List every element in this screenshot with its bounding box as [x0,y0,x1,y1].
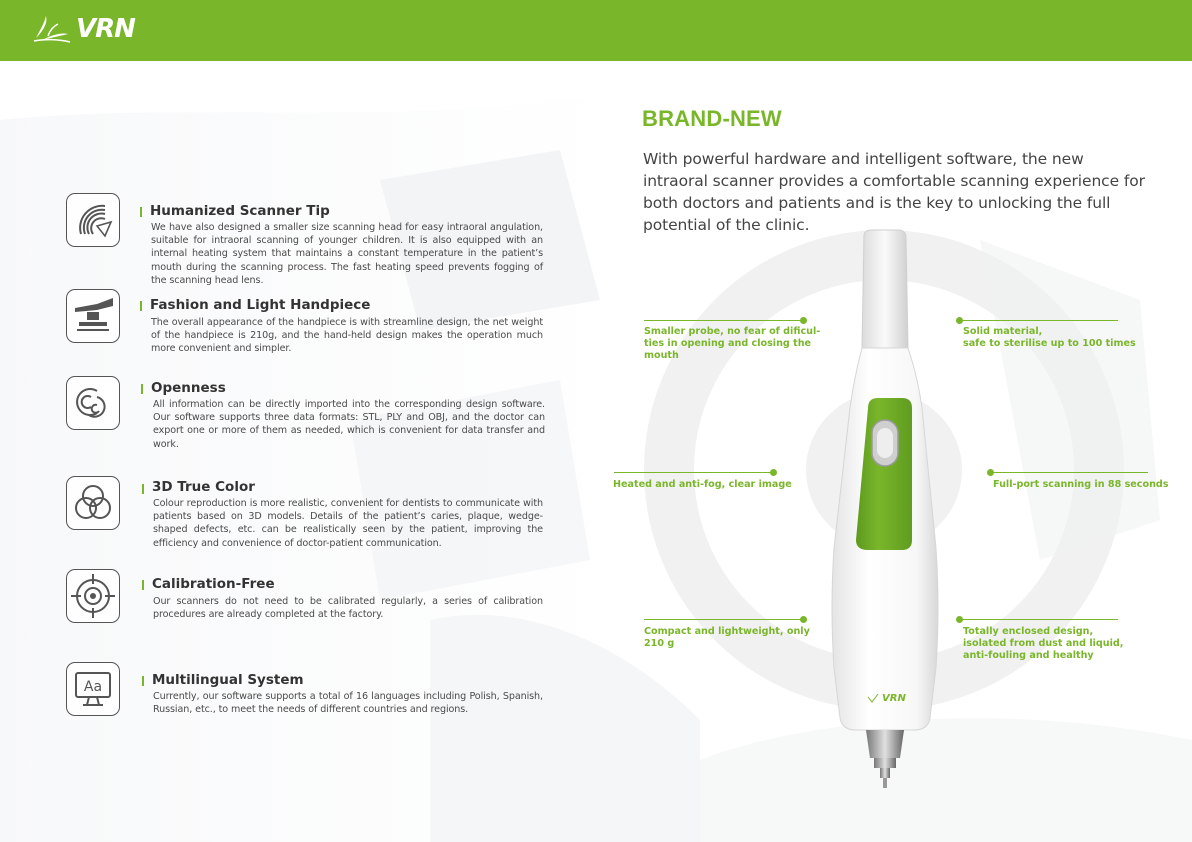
callout-line [614,472,774,473]
title-marker [142,580,144,590]
callout-line [960,619,1118,620]
callout-text: Solid material, safe to sterilise up to 100 times [963,326,1136,349]
feature-description: Currently, our software supports a total of 16 languages including Polish, Spanish, Russian, etc., to meet the needs of different countries and regions. [153,691,543,716]
title-marker [140,301,142,311]
feature-description: The overall appearance of the handpiece is with streamline design, the net weight of the handpiece is 210g, and the hand-held design makes the operation much more convenient and simpler. [151,317,543,355]
feature-title: Multilingual System [152,672,304,688]
brand-logo [32,12,152,46]
title-marker [142,676,144,686]
callout-line [644,320,804,321]
callout-dot [800,317,807,324]
callout-dot [770,469,777,476]
handpiece-scale-icon [66,289,120,343]
calibration-target-icon [66,569,120,623]
callout-text: Heated and anti-fog, clear image [613,479,792,490]
scanner-tip-icon [66,193,120,247]
title-marker [140,207,142,217]
leaf-logo-icon [32,12,72,46]
brand-name: VRN [76,14,135,44]
intraoral-scanner-illustration [820,228,950,788]
feature-description: We have also designed a smaller size scanning head for easy intraoral angulation, suitable for intraoral scanning of younger children. It is also equipped with an internal heating system that maintains a constant temperature in the patient’s mouth during the scanning process. The fast heating speed prevents fogging of the scanning head lens. [151,222,543,286]
callout-line [960,320,1118,321]
feature-handpiece [66,289,556,369]
feature-calibration [66,569,556,629]
feature-description: Our scanners do not need to be calibrated regularly, a series of calibration procedures are already completed at the factory. [153,596,543,621]
header-bar [0,0,1192,61]
brand-new-heading: BRAND-NEW [642,106,782,131]
device-logo: VRN [882,693,906,704]
callout-dot [956,616,963,623]
aa-glyph: Aa [83,679,103,695]
callout-text: Full-port scanning in 88 seconds [993,479,1169,490]
title-marker [141,384,143,394]
feature-description: Colour reproduction is more realistic, convenient for dentists to communicate with patients based on 3D models. Details of the patient’s caries, plaque, wedge-shaped defects, etc. can be realistically seen by the patient, improving the efficiency and convenience of doctor-patient communication. [153,498,543,549]
title-marker [142,484,144,494]
feature-title: Openness [151,380,226,396]
callout-line [990,472,1148,473]
callout-text: Compact and lightweight, only 210 g [644,626,810,649]
callout-line [644,619,804,620]
callout-dot [800,616,807,623]
feature-openness [66,376,556,466]
callout-text: Totally enclosed design, isolated from dust and liquid, anti-fouling and healthy [963,626,1124,661]
feature-title: 3D True Color [152,479,255,495]
feature-true-color [66,476,556,556]
openness-link-icon [66,376,120,430]
feature-title: Calibration-Free [152,576,275,592]
true-color-circles-icon [66,476,120,530]
feature-title: Humanized Scanner Tip [150,203,330,219]
callout-dot [956,317,963,324]
language-monitor-icon [66,662,120,716]
intro-paragraph: With powerful hardware and intelligent software, the new intraoral scanner provides a comfortable scanning experience for both doctors and patients and is the key to unlocking the full potential of the clinic. [643,150,1145,234]
feature-scanner-tip [66,193,556,288]
callout-dot [987,469,994,476]
callout-text: Smaller probe, no fear of dificul- ties in opening and closing the mouth [644,326,821,361]
feature-title: Fashion and Light Handpiece [150,297,371,313]
feature-description: All information can be directly imported into the corresponding design software. Our software supports three data formats: STL, PLY and OBJ, and the doctor can export one or more of them as needed, which is convenient for data transfer and work. [153,399,545,450]
feature-multilingual [66,662,556,722]
